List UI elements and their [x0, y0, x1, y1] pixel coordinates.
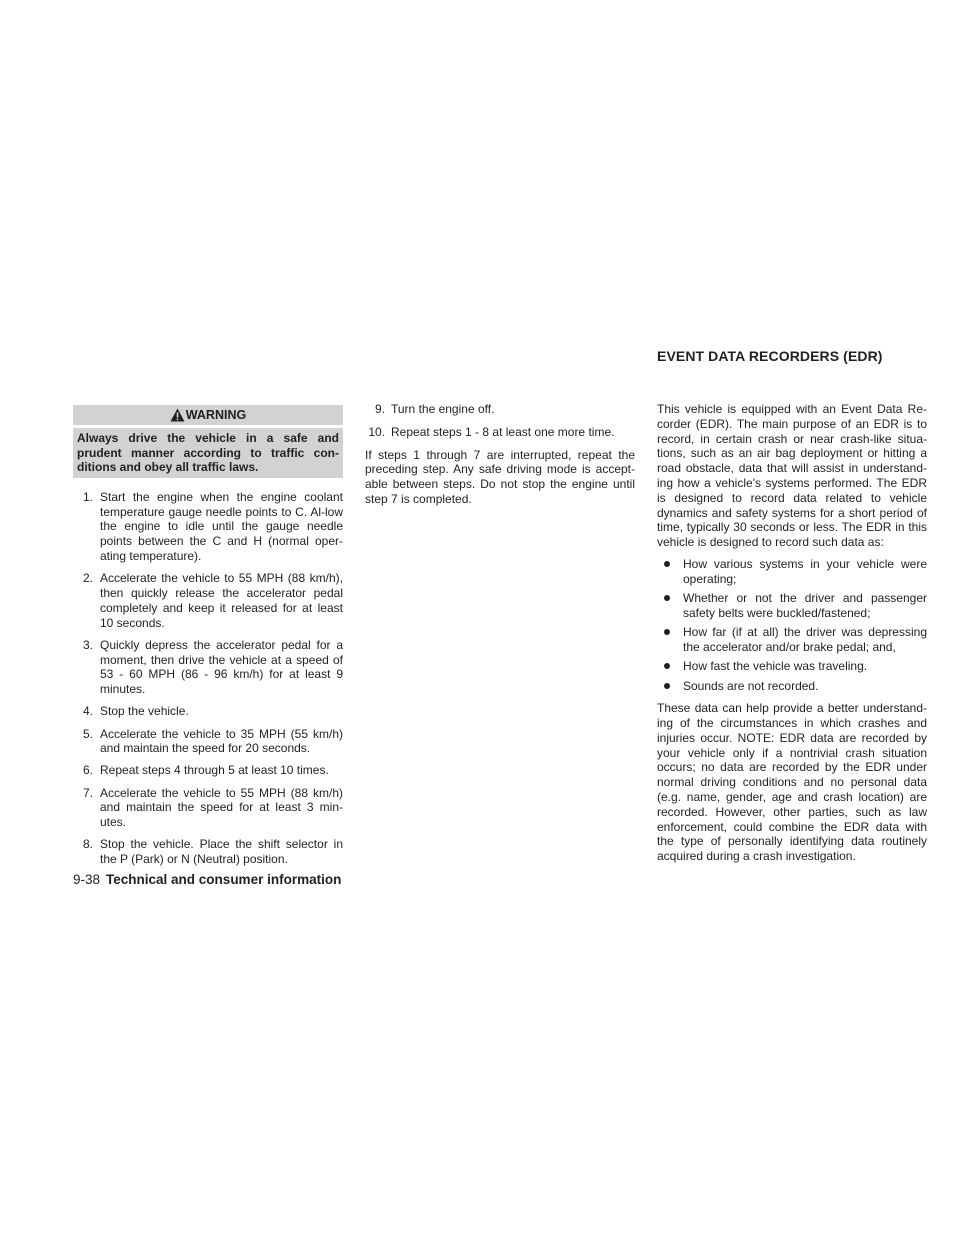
- footer-section-title: Technical and consumer information: [106, 872, 342, 887]
- list-item: Sounds are not recorded.: [657, 679, 927, 694]
- list-item: 2. Accelerate the vehicle to 55 MPH (88 km/h), then quickly release the accelerator pedal completely and keep it released for at least 10 seconds.: [82, 571, 343, 630]
- list-item: How various systems in your vehicle were operating;: [657, 557, 927, 587]
- bullet-icon: [664, 663, 670, 669]
- bullet-icon: [664, 595, 670, 601]
- list-item: 5. Accelerate the vehicle to 35 MPH (55 km/h) and maintain the speed for 20 seconds.: [82, 726, 343, 756]
- page-footer: [73, 872, 341, 887]
- list-item: 6. Repeat steps 4 through 5 at least 10 times.: [82, 763, 329, 778]
- list-item: How far (if at all) the driver was depressing the accelerator and/or brake pedal; and,: [657, 625, 927, 655]
- bullet-icon: [664, 629, 670, 635]
- list-item: 10. Repeat steps 1 - 8 at least one more time.: [368, 424, 615, 439]
- list-item: 3. Quickly depress the accelerator pedal for a moment, then drive the vehicle at a speed of 53 - 60 MPH (86 - 96 km/h) for at least 9 minutes.: [82, 637, 343, 697]
- list-item: How fast the vehicle was traveling.: [657, 659, 927, 674]
- list-item: Whether or not the driver and passenger safety belts were buckled/fastened;: [657, 591, 927, 621]
- list-item: 9. Turn the engine off.: [374, 402, 495, 416]
- interruption-note: If steps 1 through 7 are interrupted, repeat the preceding step. Any safe driving mode is accept-able between steps. Do not stop the engine until step 7 is completed.: [365, 447, 635, 506]
- left-column: [73, 405, 343, 874]
- warning-header: [73, 405, 343, 425]
- list-item: 8. Stop the vehicle. Place the shift selector in the P (Park) or N (Neutral) position.: [82, 837, 343, 867]
- warning-title: WARNING: [185, 408, 247, 422]
- steps-list-1: [73, 490, 343, 867]
- steps-list-2: [365, 402, 635, 440]
- warning-triangle-icon: [170, 408, 185, 422]
- middle-column: [365, 402, 635, 514]
- bullet-icon: [664, 561, 670, 567]
- right-column: [657, 402, 927, 871]
- edr-bullet-list: [657, 557, 927, 693]
- warning-body: Always drive the vehicle in a safe and prudent manner according to traffic con-ditions and obey all traffic laws.: [73, 428, 343, 478]
- edr-closing: These data can help provide a better understand-ing of the circumstances in which crashes and injuries occur. NOTE: EDR data are recorded by your vehicle only if a nontrivial crash situation occurs; no data are recorded by the EDR under normal driving conditions and no personal data (e.g. name, gender, age and crash location) are recorded. However, other parties, such as law enforcement, could combine the EDR data with the type of personally identifying data routinely acquired during a crash investigation.: [657, 701, 927, 864]
- list-item: 1. Start the engine when the engine coolant temperature gauge needle points to C. Al-low the engine to idle until the gauge needle points between the C and H (normal oper-ating temperature).: [82, 489, 343, 563]
- edr-intro: This vehicle is equipped with an Event Data Re-corder (EDR). The main purpose of an EDR is to record, in certain crash or near crash-like situa-tions, such as an air bag deployment or hitting a road obstacle, data that will assist in understand-ing how a vehicle's systems performed. The EDR is designed to record data related to vehicle dynamics and safety systems for a short period of time, typically 30 seconds or less. The EDR in this vehicle is designed to record such data as:: [657, 402, 927, 550]
- bullet-icon: [664, 683, 670, 689]
- list-item: 4. Stop the vehicle.: [82, 704, 189, 719]
- list-item: 7. Accelerate the vehicle to 55 MPH (88 km/h) and maintain the speed for at least 3 min-utes.: [82, 785, 343, 830]
- section-title: EVENT DATA RECORDERS (EDR): [657, 348, 883, 364]
- page-number: 9-38: [73, 872, 101, 887]
